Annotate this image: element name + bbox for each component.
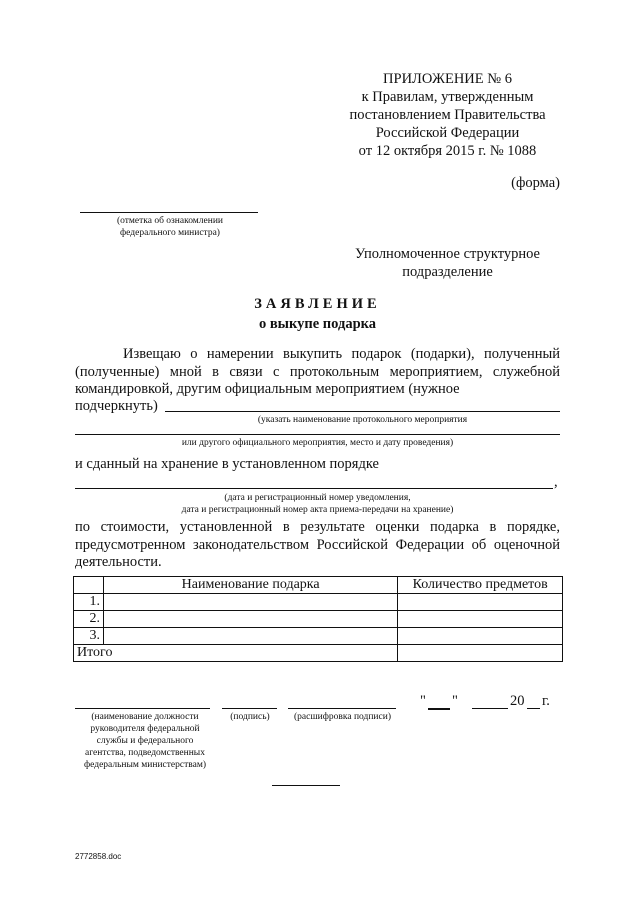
event-details-field[interactable] <box>75 434 560 435</box>
table-row <box>74 594 563 611</box>
header-number <box>74 577 104 594</box>
date-month-field[interactable] <box>472 708 508 709</box>
valuation-paragraph: по стоимости, установленной в результате оценки подарка в порядке, предусмотренном законодательством Российской Федерации об оценочной деятельности. <box>75 519 560 570</box>
total-label: Итого <box>74 645 398 662</box>
year-prefix: 20 <box>510 693 525 709</box>
date-day-field[interactable] <box>428 708 450 710</box>
date-quote-close: " <box>452 693 458 709</box>
total-quantity-cell[interactable] <box>398 645 563 662</box>
appendix-date: от 12 октября 2015 г. № 1088 <box>358 143 537 159</box>
header-quantity: Количество предметов <box>398 577 563 594</box>
date-year-field[interactable] <box>527 708 540 709</box>
row-number: 3. <box>74 628 104 645</box>
storage-text: и сданный на хранение в установленном порядке <box>75 456 379 472</box>
form-label: (форма) <box>511 175 560 191</box>
appendix-rules: к Правилам, утвержденным <box>361 89 534 105</box>
table-header <box>74 577 563 594</box>
signature-decode-note: (расшифровка подписи) <box>294 712 391 722</box>
notice-paragraph: Извещаю о намерении выкупить подарок (подарки), полученный (полученные) мной в связи с протокольным мероприятием, служебной командировкой, другим официальным мероприятием (нужное <box>75 346 560 397</box>
registration-comma: , <box>554 474 558 490</box>
ack-note: (отметка об ознакомлении федерального министра) <box>116 216 224 238</box>
event-note-1: (указать наименование протокольного мероприятия <box>257 415 468 425</box>
year-suffix: г. <box>542 693 550 709</box>
quantity-cell[interactable] <box>398 611 563 628</box>
footer-separator <box>272 785 340 786</box>
gift-name-cell[interactable] <box>103 628 397 645</box>
registration-note-1: (дата и регистрационный номер уведомления, <box>224 493 411 503</box>
signature-field[interactable] <box>222 708 277 709</box>
row-number: 2. <box>74 611 104 628</box>
header-gift-name: Наименование подарка <box>103 577 397 594</box>
row-number: 1. <box>74 594 104 611</box>
registration-note-2: дата и регистрационный номер акта приема-передачи на хранение) <box>181 505 454 515</box>
table-row <box>74 611 563 628</box>
signature-decode-field[interactable] <box>288 708 396 709</box>
underline-hint: подчеркнуть) <box>75 398 158 414</box>
appendix-resolution: постановлением Правительства <box>349 107 546 123</box>
position-note: (наименование должности руководителя федеральной службы и федерального агентства, подведомственных федеральным министерствам) <box>84 712 206 770</box>
appendix-government: Российской Федерации <box>375 125 520 141</box>
event-note-2: или другого официального мероприятия, место и дату проведения) <box>181 438 454 448</box>
table-total-row <box>74 645 563 662</box>
ack-signature-line[interactable] <box>80 212 258 213</box>
gifts-table <box>73 576 563 662</box>
event-name-field[interactable] <box>165 411 560 412</box>
table-row <box>74 628 563 645</box>
gift-name-cell[interactable] <box>103 611 397 628</box>
recipient: Уполномоченное структурное подразделение <box>355 246 540 280</box>
quantity-cell[interactable] <box>398 594 563 611</box>
quantity-cell[interactable] <box>398 628 563 645</box>
appendix-header <box>330 70 565 160</box>
document-id: 2772858.doc <box>75 852 122 861</box>
position-field[interactable] <box>75 708 210 709</box>
gift-name-cell[interactable] <box>103 594 397 611</box>
document-title: ЗАЯВЛЕНИЕ <box>254 296 381 312</box>
date-quote-open: " <box>420 693 426 709</box>
registration-field[interactable] <box>75 488 553 489</box>
document-subtitle: о выкупе подарка <box>258 316 377 332</box>
appendix-number: ПРИЛОЖЕНИЕ № 6 <box>383 71 512 87</box>
signature-note: (подпись) <box>230 712 270 722</box>
